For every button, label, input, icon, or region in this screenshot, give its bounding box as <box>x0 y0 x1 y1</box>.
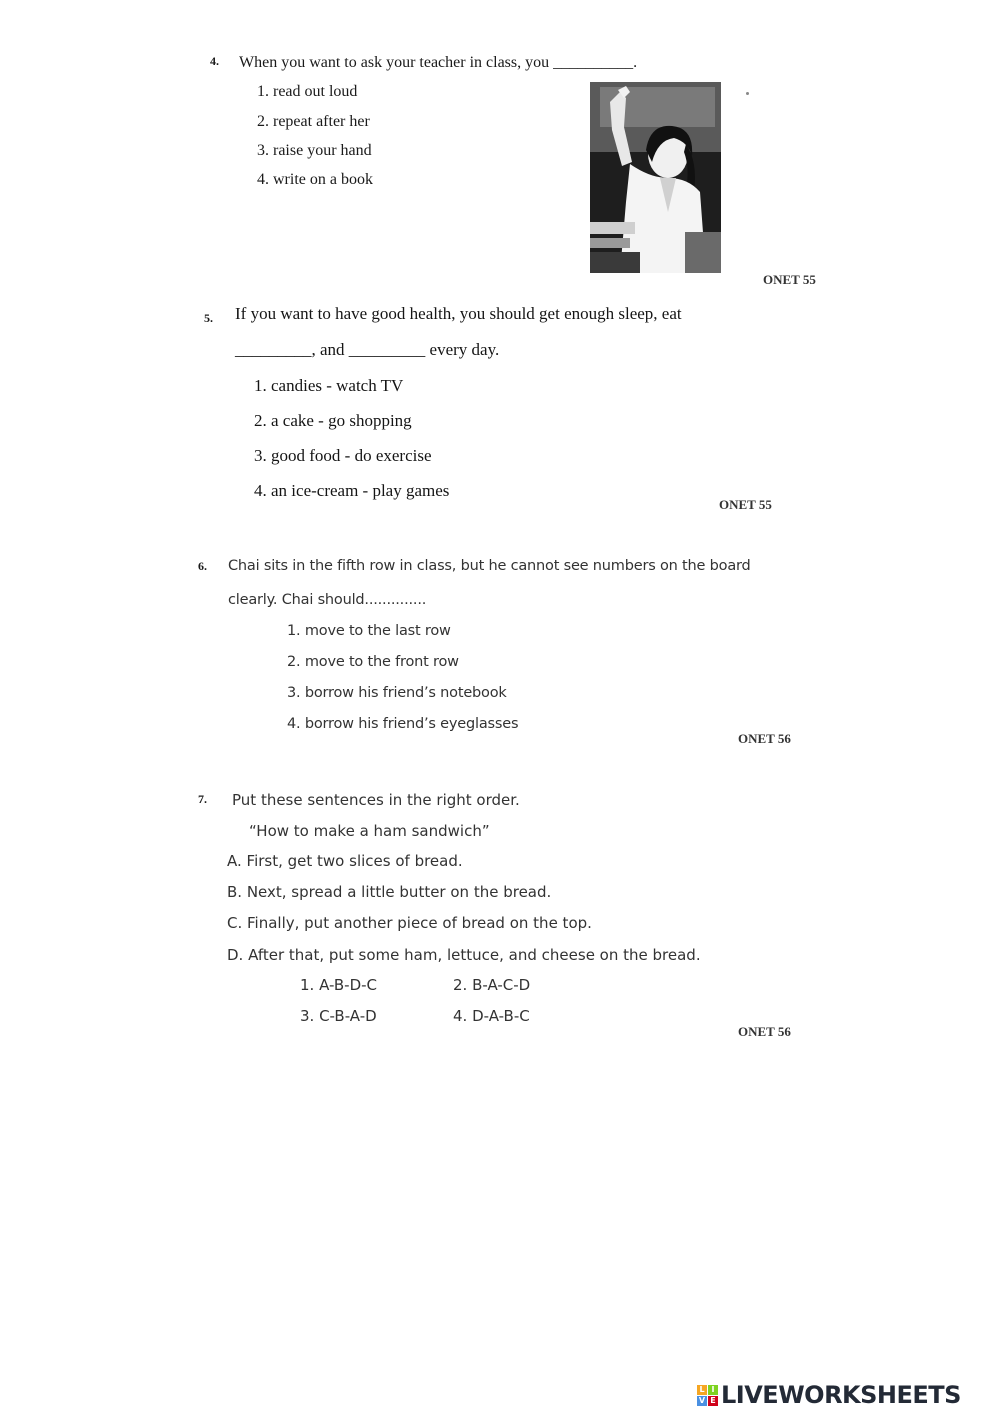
sentence-a: A. First, get two slices of bread. <box>227 852 463 870</box>
question-number: 5. <box>204 311 213 325</box>
question-stem-line-2: clearly. Chai should.............. <box>228 592 427 608</box>
logo-mark-tile: L <box>697 1385 707 1395</box>
question-number: 4. <box>210 54 219 68</box>
question-stem-line-1: Chai sits in the fifth row in class, but he cannot see numbers on the board <box>228 558 751 574</box>
question-stem-line-1: If you want to have good health, you should get enough sleep, eat <box>235 304 682 323</box>
option-3: 3. C-B-A-D <box>300 1007 377 1025</box>
question-source: ONET 55 <box>719 497 772 512</box>
option-4: 4. borrow his friend’s eyeglasses <box>287 716 519 732</box>
question-stem: When you want to ask your teacher in class, you __________. <box>239 54 638 71</box>
recipe-title: “How to make a ham sandwich” <box>249 822 490 840</box>
question-number: 6. <box>198 559 207 573</box>
instruction: Put these sentences in the right order. <box>232 791 520 809</box>
scan-speck <box>746 92 749 95</box>
logo-mark-tile: V <box>698 1395 706 1405</box>
question-number: 7. <box>198 792 207 806</box>
option-2: 2. move to the front row <box>287 654 459 670</box>
sentence-b: B. Next, spread a little butter on the bread. <box>227 883 552 901</box>
sentence-d: D. After that, put some ham, lettuce, and cheese on the bread. <box>227 946 701 964</box>
option-1: 1. read out loud <box>257 83 358 100</box>
option-1: 1. A-B-D-C <box>300 976 378 994</box>
option-2: 2. B-A-C-D <box>453 976 531 994</box>
option-2: 2. repeat after her <box>257 113 370 130</box>
option-1: 1. candies - watch TV <box>254 376 404 395</box>
option-2: 2. a cake - go shopping <box>254 411 412 430</box>
logo-mark-icon <box>697 1385 718 1406</box>
question-source: ONET 56 <box>738 731 791 746</box>
option-3: 3. good food - do exercise <box>254 446 432 465</box>
option-3: 3. borrow his friend’s notebook <box>287 685 507 701</box>
liveworksheets-logo <box>697 1378 961 1412</box>
option-4: 4. write on a book <box>257 171 373 188</box>
option-1: 1. move to the last row <box>287 623 451 639</box>
question-source: ONET 56 <box>738 1024 791 1039</box>
sentence-c: C. Finally, put another piece of bread on the top. <box>227 914 592 932</box>
option-4: 4. an ice-cream - play games <box>254 481 450 500</box>
logo-mark-tile: E <box>708 1396 718 1406</box>
question-stem-line-2: _________, and _________ every day. <box>235 340 500 359</box>
option-3: 3. raise your hand <box>257 142 372 159</box>
question-source: ONET 55 <box>763 272 816 287</box>
option-4: 4. D-A-B-C <box>453 1007 530 1025</box>
logo-text: LIVEWORKSHEETS <box>721 1381 961 1409</box>
logo-mark-tile: I <box>708 1385 718 1395</box>
student-raising-hand-photo <box>590 82 721 273</box>
